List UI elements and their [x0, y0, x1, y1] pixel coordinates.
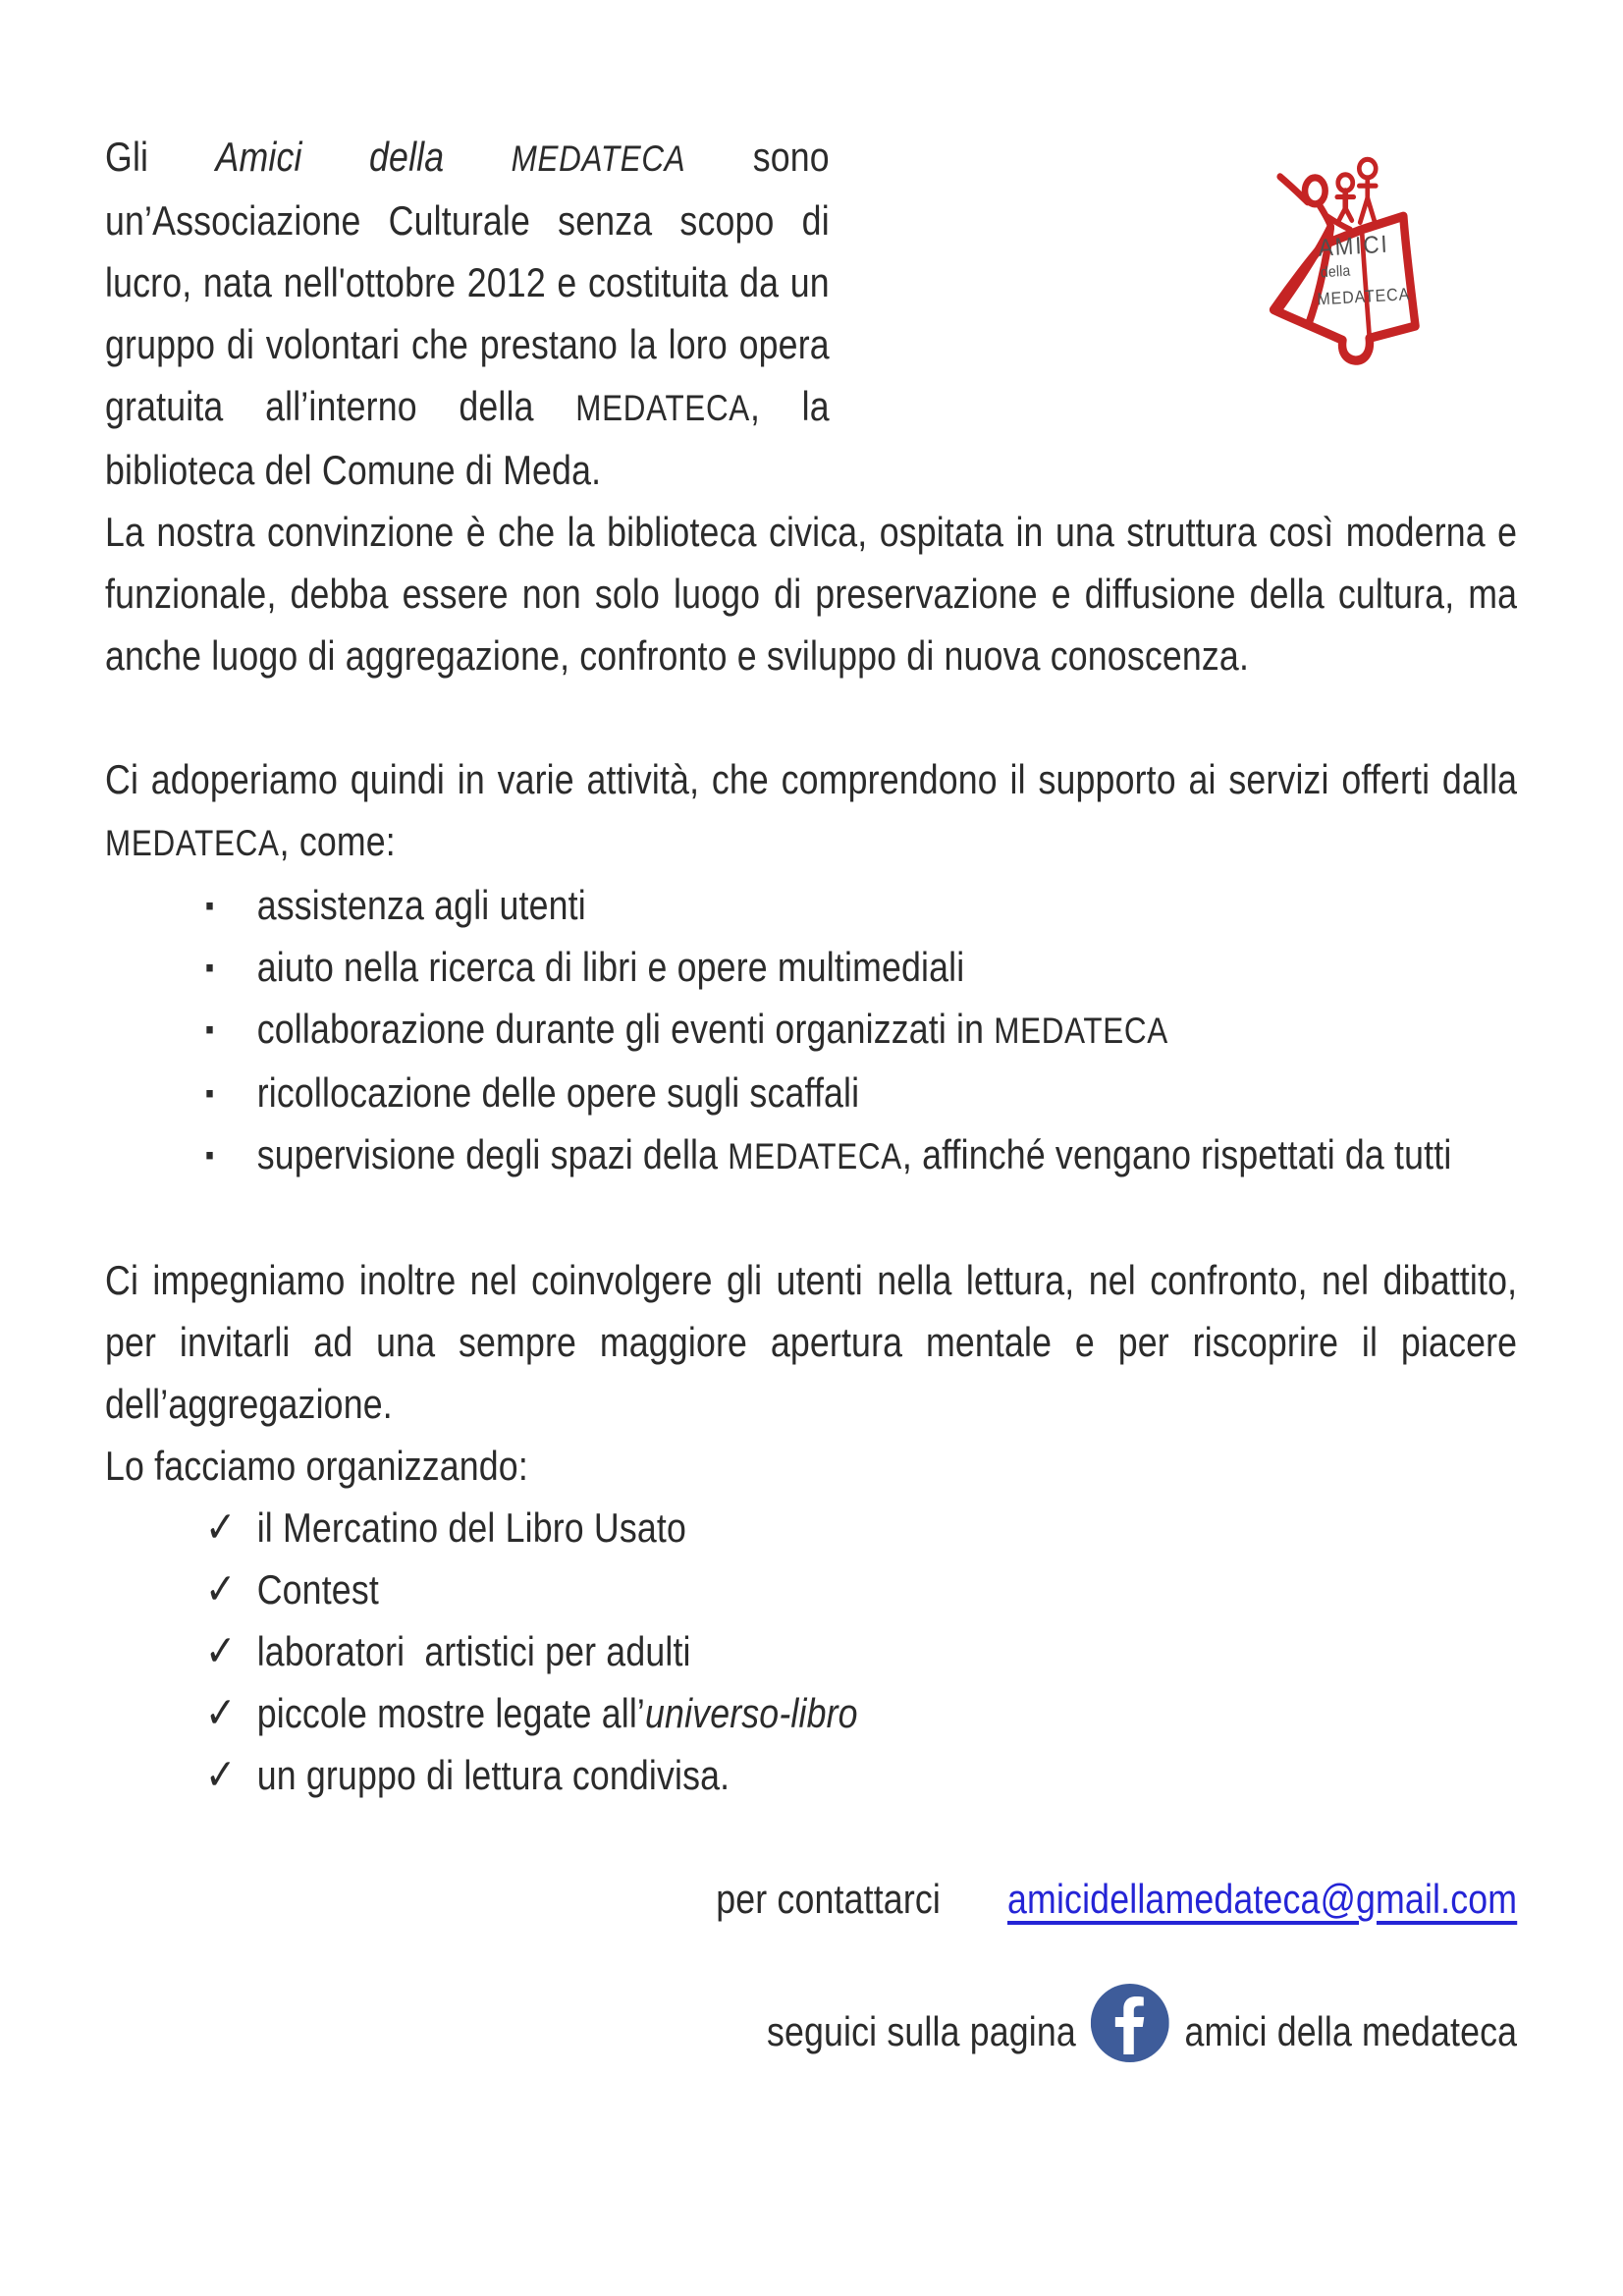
- logo-container: [830, 126, 1517, 416]
- list-item: [205, 1123, 1518, 1187]
- logo-child-figure: [1337, 175, 1354, 221]
- list-item: [205, 874, 1518, 936]
- list-item-text: assistenza agli utenti: [256, 882, 586, 928]
- list-item-text: un gruppo di lettura condivisa.: [256, 1752, 730, 1798]
- list-item: [205, 1062, 1518, 1123]
- list-item: [205, 1744, 1518, 1806]
- checkmark-icon: ✓: [205, 1689, 237, 1737]
- list-item: [205, 1682, 1518, 1744]
- list-item-text: piccole mostre legate all’universo-libro: [256, 1690, 858, 1736]
- email-link[interactable]: amicidellamedateca@gmail.com: [1007, 1876, 1518, 1922]
- organizing-intro-line: Lo facciamo organizzando:: [105, 1443, 528, 1489]
- facebook-icon[interactable]: [1091, 1984, 1169, 2079]
- engagement-paragraph: Ci impegniamo inoltre nel coinvolgere gli utenti nella lettura, nel confronto, nel dibattito, per invitarli ad una sempre maggiore apertura mentale e per riscoprire il piacere dell’aggregazione.: [105, 1257, 1518, 1427]
- page-content: [105, 126, 1517, 2079]
- spacer: [105, 1187, 1517, 1249]
- checkmark-icon: ✓: [205, 1565, 237, 1613]
- square-bullet-icon: ▪: [205, 890, 215, 922]
- list-item-text: il Mercatino del Libro Usato: [256, 1504, 687, 1551]
- checkmark-icon: ✓: [205, 1751, 237, 1799]
- intro-paragraph: [105, 126, 1517, 501]
- square-bullet-icon: ▪: [205, 952, 215, 984]
- list-item: [205, 936, 1518, 998]
- facebook-page-name: amici della medateca: [1184, 2008, 1518, 2054]
- logo-text-line1: AMICI: [1318, 231, 1390, 262]
- activities-intro-paragraph: Ci adoperiamo quindi in varie attività, che comprendono il supporto ai servizi offerti dalla MEDATECA, come:: [105, 756, 1518, 864]
- conviction-paragraph: La nostra convinzione è che la biblioteca civica, ospitata in una struttura così moderna e funzionale, debba essere non solo luogo di preservazione e diffusione della cultura, ma anche luogo di aggregazione, confronto e sviluppo di nuova conoscenza.: [105, 509, 1518, 679]
- list-item: [205, 998, 1518, 1062]
- list-item-text: Contest: [256, 1566, 379, 1613]
- list-item: [205, 1497, 1518, 1558]
- square-bullet-icon: ▪: [205, 1013, 215, 1046]
- spacer: [105, 1806, 1517, 1868]
- intro-paragraph-text: Gli Amici della MEDATECA sono un’Associazione Culturale senza scopo di lucro, nata nell'ottobre 2012 e costituita da un gruppo di volontari che prestano la loro opera gratuita all’interno della MEDATECA, la biblioteca del Comune di Meda.: [105, 134, 830, 493]
- checkmark-icon: ✓: [205, 1627, 237, 1675]
- contact-row: [105, 1868, 1517, 1930]
- checkmark-icon: ✓: [205, 1503, 237, 1552]
- list-item-text: aiuto nella ricerca di libri e opere multimediali: [256, 944, 965, 990]
- facebook-follow-row: [105, 1984, 1517, 2079]
- association-logo-icon: [1227, 121, 1522, 415]
- spacer: [105, 1930, 1517, 1984]
- organized-activities-list: [105, 1497, 1517, 1806]
- spacer: [105, 686, 1517, 748]
- contact-label: per contattarci: [716, 1876, 942, 1922]
- follow-label: seguici sulla pagina: [766, 2008, 1076, 2054]
- logo-text-line3: MEDATECA: [1316, 284, 1411, 309]
- list-item-text: collaborazione durante gli eventi organizzati in MEDATECA: [256, 1006, 1168, 1052]
- activities-list: [105, 874, 1517, 1187]
- square-bullet-icon: ▪: [205, 1077, 215, 1110]
- list-item-text: laboratori artistici per adulti: [256, 1628, 691, 1674]
- list-item-text: supervisione degli spazi della MEDATECA, affinché vengano rispettati da tutti: [256, 1131, 1452, 1177]
- square-bullet-icon: ▪: [205, 1139, 215, 1172]
- logo-child2-figure: [1359, 159, 1376, 222]
- list-item: [205, 1620, 1518, 1682]
- list-item-text: ricollocazione delle opere sugli scaffali: [256, 1069, 860, 1116]
- logo-text-line2: della: [1320, 263, 1351, 282]
- list-item: [205, 1558, 1518, 1620]
